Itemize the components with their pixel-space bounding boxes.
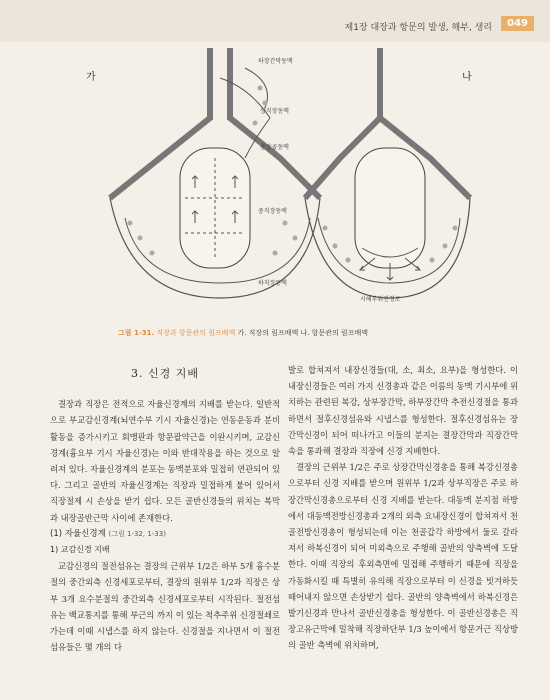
label-sphincter: 시해부위진정로	[360, 296, 401, 303]
chapter-title: 제1장 대장과 항문의 발생, 해부, 생리	[344, 23, 492, 33]
caption-text: 가. 직장의 림프배액 나. 항문관의 림프배액	[237, 329, 368, 337]
figure-caption	[118, 328, 538, 338]
page-number: 049	[501, 16, 534, 31]
label-middle-rectal: 중직장동맥	[258, 208, 287, 215]
lymph-drainage-figure	[70, 48, 490, 308]
paragraph: 결장의 근위부 1/2은 주로 상장간막신경총을 통해 복강신경총으로부터 신경 지배를 받으며 원위부 1/2과 상부직장은 주로 하장간막신경총으로부터 신경 지배를 받는다. 대동맥 분지점 하방에서 대동맥전방신경총과 2개의 외측 요내장신경이 합쳐져서 천골전방신경총이 형성되는데 이는 천골갑각 하방에서 둘로 갈라져서 하복신경이 되어 미외측으로 주행해 골반의 양측벽에 도달한다. 이때 직장의 후외측면에 밀접해 주행하기 때문에 직장을 가동화시킬 때 특별히 유의해 직장으로부터 이 신경을 빗겨하듯 떼어내지 않으면 손상받기 쉽다. 골반의 양측벽에서 하복신경은 발기신경과 만나서 골반신경총을 형성한다. 이 골반신경총은 직장고유근막에 밀착해 직장하단부 1/3 높이에서 항문거근 직상방의 골반 측벽에 위치하며,	[288, 462, 518, 651]
page-header	[0, 0, 550, 42]
figure-reference: (그림 1-32, 1-33)	[108, 529, 166, 538]
left-column	[50, 362, 280, 655]
label-common-iliac: 총장골동맥	[260, 144, 289, 151]
caption-title: 직장과 항문관의 림프배액	[156, 329, 236, 337]
anatomy-illustration	[70, 48, 490, 308]
caption-number: 그림 1-31.	[118, 329, 155, 337]
panel-label-left: 가	[86, 72, 96, 83]
subheading-text: (1) 자율신경계	[50, 528, 106, 539]
right-column	[288, 362, 518, 654]
label-superior-rectal: 상직장동맥	[260, 108, 289, 115]
label-inferior-rectal: 하직장동맥	[258, 280, 287, 287]
subheading-autonomic	[50, 526, 280, 542]
section-title: 3. 신경 지배	[131, 367, 199, 380]
label-inferior-mesenteric: 하장간막동맥	[258, 58, 293, 65]
paragraph: 교감신경의 절전섬유는 결장의 근위부 1/2은 하부 5개 흉수분절의 중간외측 신경세포로부터, 결장의 원위부 1/2과 직장은 상부 3개 요수분절의 중간외측 신경세포로부터 시작된다. 절전섬유는 백교통지를 통해 부근의 까지 이 있는 척추주위 신경절쇄로 가는데 이때 시냅스를 하지 않는다. 신경절을 지나면서 이 절전섬유들은 몇 개의 다	[50, 561, 280, 653]
panel-label-right: 나	[462, 72, 472, 83]
subheading-sympathetic: 1) 교감신경 지배	[50, 545, 110, 555]
paragraph: 발로 합쳐져서 내장신경들(대, 소, 최소, 요부)을 형성한다. 이 내장신경들은 여러 가지 신경총과 같은 이름의 동맥 기시부에 위치하는 관련된 복강, 상부장간막, 하부장간막 추전신경절을 통과하면서 절후신경섬유와 시냅스를 형성한다. 절후신경섬유는 장간막신경이 되어 떠나가고 이들의 분지는 결장간막과 직장간막 속을 통과해 결장과 직장에 신경 지배한다.	[288, 365, 518, 457]
paragraph: 결장과 직장은 전적으로 자율신경계의 지배를 받는다. 일반적으로 부교감신경계(뇌연수부 기시 자율신경)는 연동운동과 분비활동을 증가시키고 회맹판과 항문괄약근을 이완시키며, 교감신경계(흉요부 기시 자율신경)는 이와 반대작용을 하는 것으로 알려져 있다. 자율신경계의 분포는 동맥분포와 밀접히 연관되어 있다. 그리고 골반의 자율신경계는 직장과 밀접하게 붙어 있어서 직장절제 시 손상을 받기 쉽다. 모든 골반신경들의 위치는 복막과 내장골반근막 사이에 존재한다.	[50, 399, 280, 523]
